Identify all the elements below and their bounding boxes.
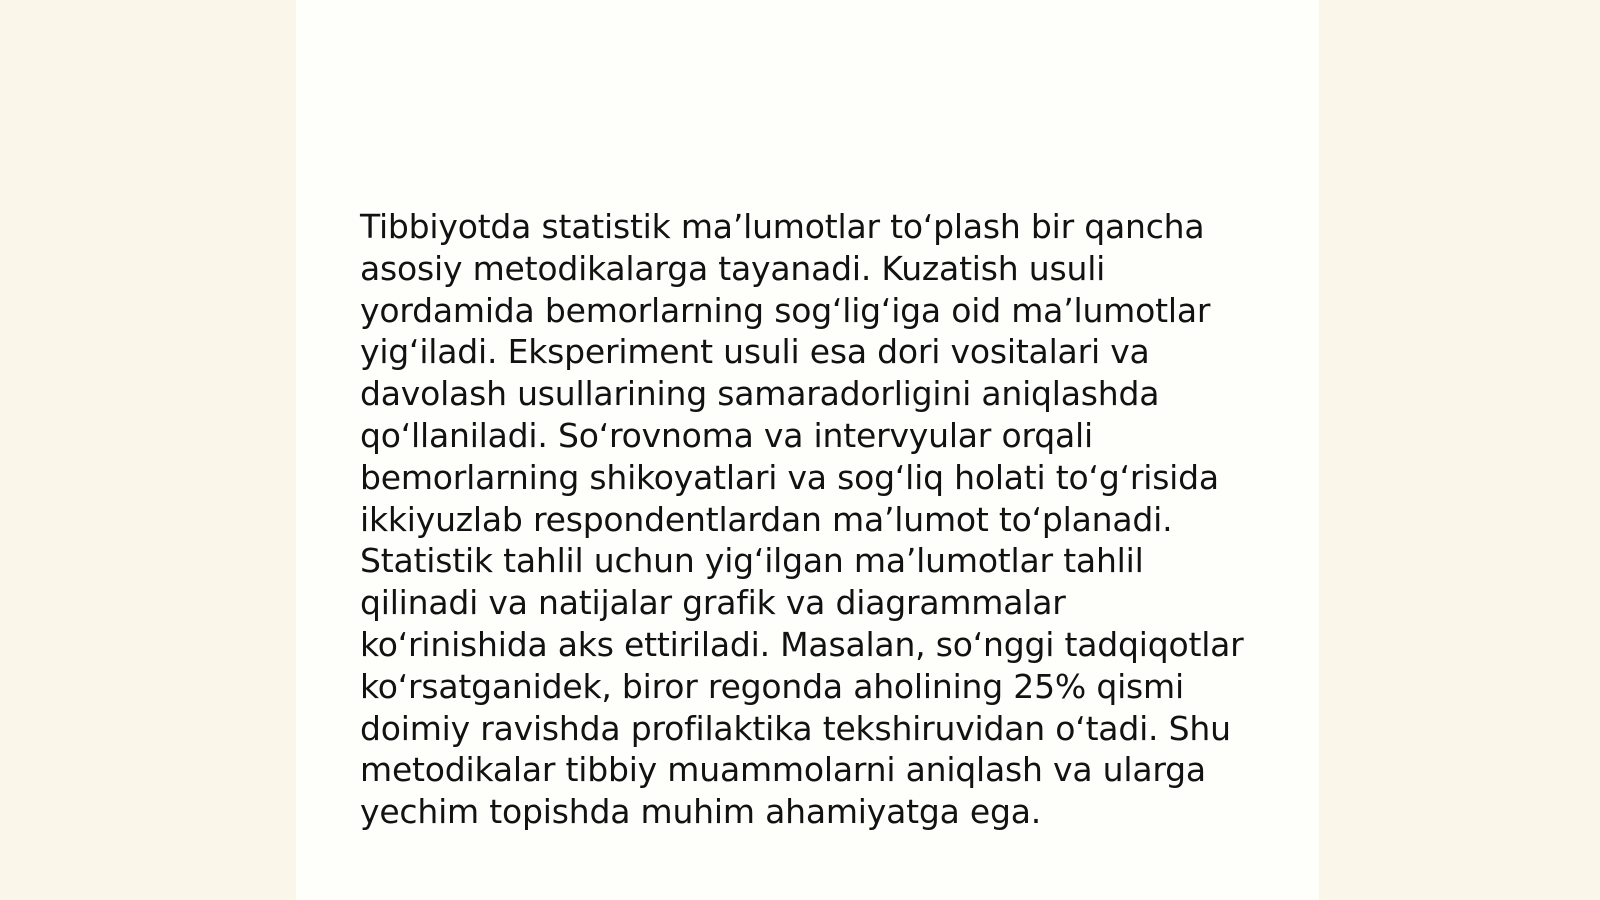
paragraph-line: asosiy metodikalarga tayanadi. Kuzatish usuli <box>360 248 1106 288</box>
paragraph-line: Tibbiyotda statistik ma’lumotlar to‘plash bir qancha <box>360 207 1205 246</box>
paragraph-line: ko‘rsatganidek, biror regonda aholining 25% qismi <box>360 666 1184 706</box>
paragraph-line: metodikalar tibbiy muammolarni aniqlash va ularga <box>360 750 1206 790</box>
paragraph-line: yig‘iladi. Eksperiment usuli esa dori vositalari va <box>360 332 1150 372</box>
body-paragraph <box>360 206 1260 833</box>
paragraph-line: doimiy ravishda profilaktika tekshiruvidan o‘tadi. Shu <box>360 708 1231 748</box>
paragraph-line: yordamida bemorlarning sog‘lig‘iga oid ma’lumotlar <box>360 290 1211 330</box>
paragraph-line: ikkiyuzlab respondentlardan ma’lumot to‘planadi. <box>360 499 1173 539</box>
paragraph-line: davolash usullarining samaradorligini aniqlashda <box>360 374 1160 414</box>
paragraph-line: yechim topishda muhim ahamiyatga ega. <box>360 792 1042 832</box>
paragraph-line: qo‘llaniladi. So‘rovnoma va intervyular orqali <box>360 415 1093 455</box>
document-page <box>296 0 1319 900</box>
paragraph-line: Statistik tahlil uchun yig‘ilgan ma’lumotlar tahlil <box>360 541 1144 581</box>
paragraph-line: qilinadi va natijalar grafik va diagrammalar <box>360 583 1066 623</box>
paragraph-line: bemorlarning shikoyatlari va sog‘liq holati to‘g‘risida <box>360 457 1219 497</box>
paragraph-line: ko‘rinishida aks ettiriladi. Masalan, so‘nggi tadqiqotlar <box>360 624 1244 664</box>
